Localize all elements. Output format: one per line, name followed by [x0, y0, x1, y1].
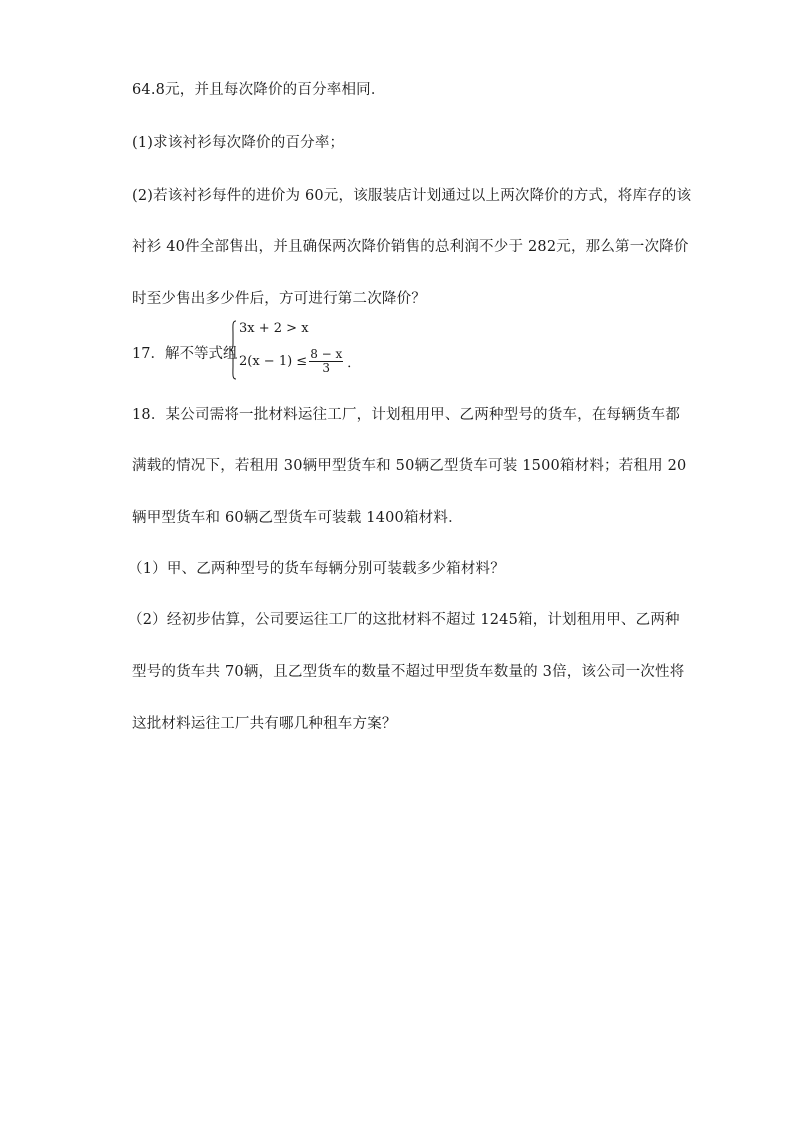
fraction: [309, 348, 343, 375]
text-line-price: 64.8元，并且每次降价的百分率相同．: [132, 82, 386, 98]
question-17-inequality-system: [132, 320, 432, 384]
inequality-2-left: 2(x − 1) ≤: [239, 354, 308, 369]
question-16-part-1: (1)求该衬衫每次降价的百分率；: [132, 135, 345, 151]
question-18-part-2-line-1: （2）经初步估算，公司要运往工厂的这批材料不超过 1245箱，计划租用甲、乙两种: [128, 612, 680, 628]
question-16-part-2-line-2: 衬衫 40件全部售出，并且确保两次降价销售的总利润不少于 282元，那么第一次降价: [132, 239, 689, 255]
question-16-part-2-line-3: 时至少售出多少件后，方可进行第二次降价？: [132, 291, 426, 307]
question-18-part-2-line-2: 型号的货车共 70辆，且乙型货车的数量不超过甲型货车数量的 3倍，该公司一次性将: [132, 664, 685, 680]
left-brace-icon: [229, 320, 237, 380]
fraction-numerator: 8 − x: [310, 347, 343, 361]
inequality-end-mark: ．: [347, 356, 361, 371]
question-18-part-2-line-3: 这批材料运往工厂共有哪几种租车方案？: [132, 716, 397, 732]
inequality-1: 3x + 2 > x: [239, 321, 309, 336]
question-17-label: 17．解不等式组: [132, 346, 238, 362]
inequality-2: [239, 348, 360, 375]
question-18-line-3: 辆甲型货车和 60辆乙型货车可装载 1400箱材料．: [132, 510, 463, 526]
question-18-part-1: （1）甲、乙两种型号的货车每辆分别可装载多少箱材料？: [128, 561, 505, 577]
question-18-line-1: 18．某公司需将一批材料运往工厂，计划租用甲、乙两种型号的货车，在每辆货车都: [132, 407, 681, 423]
fraction-denominator: 3: [322, 361, 331, 375]
question-18-line-2: 满载的情况下，若租用 30辆甲型货车和 50辆乙型货车可装 1500箱材料；若租用 20: [132, 458, 687, 474]
question-16-part-2-line-1: (2)若该衬衫每件的进价为 60元，该服装店计划通过以上两次降价的方式，将库存的该: [132, 188, 692, 204]
